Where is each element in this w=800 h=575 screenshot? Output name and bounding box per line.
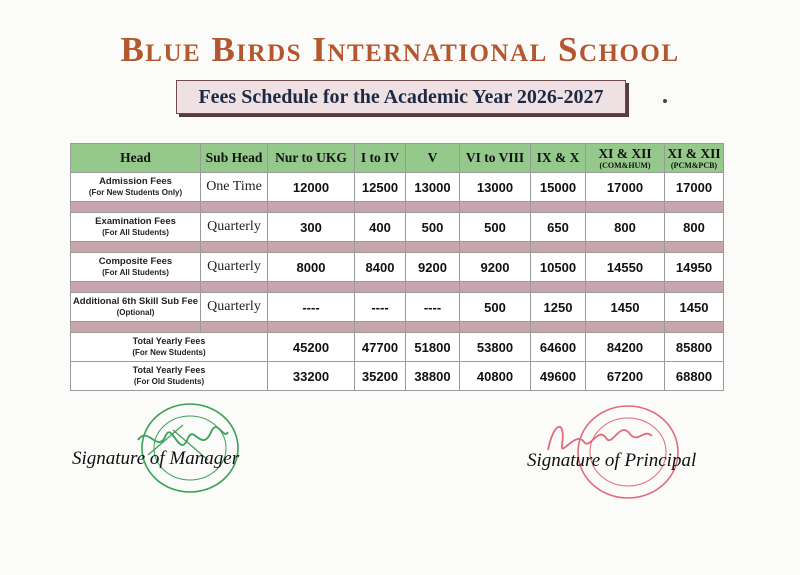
cell-value: ---- [406, 293, 460, 322]
table-row [71, 213, 724, 242]
cell-value: 400 [355, 213, 406, 242]
col-header-head: Head [71, 144, 201, 173]
total-row [71, 333, 724, 362]
ink-dot [663, 99, 667, 103]
cell-value: 13000 [406, 173, 460, 202]
row-note: (Optional) [116, 308, 155, 317]
cell-value: 800 [665, 213, 724, 242]
total-value: 38800 [406, 362, 460, 391]
cell-value: 14550 [586, 253, 665, 282]
row-note: (For All Students) [102, 228, 169, 237]
total-value: 85800 [665, 333, 724, 362]
row-head: Admission Fees [99, 176, 172, 187]
cell-value: 1450 [665, 293, 724, 322]
cell-value: 9200 [406, 253, 460, 282]
total-value: 68800 [665, 362, 724, 391]
cell-value: 9200 [460, 253, 531, 282]
schedule-title: Fees Schedule for the Academic Year 2026-2027 [176, 80, 626, 114]
row-subhead: One Time [201, 173, 268, 202]
col-header-xi-xii-pcm: XI & XII (PCM&PCB) [665, 144, 724, 173]
table-row [71, 253, 724, 282]
col-header-xi-xii-com: XI & XII (COM&HUM) [586, 144, 665, 173]
cell-value: ---- [355, 293, 406, 322]
col-header-ix-x: IX & X [531, 144, 586, 173]
col-header-nur-ukg: Nur to UKG [268, 144, 355, 173]
row-head: Composite Fees [98, 256, 173, 267]
row-subhead: Quarterly [201, 253, 268, 282]
cell-value: 8000 [268, 253, 355, 282]
cell-value: 500 [460, 213, 531, 242]
total-value: 47700 [355, 333, 406, 362]
total-value: 35200 [355, 362, 406, 391]
total-value: 67200 [586, 362, 665, 391]
table-row [71, 293, 724, 322]
total-value: 49600 [531, 362, 586, 391]
header-row [71, 144, 724, 173]
cell-value: 1250 [531, 293, 586, 322]
total-value: 33200 [268, 362, 355, 391]
row-subhead: Quarterly [201, 213, 268, 242]
cell-value: 12500 [355, 173, 406, 202]
row-subhead: Quarterly [201, 293, 268, 322]
cell-value: 14950 [665, 253, 724, 282]
cell-value: 13000 [460, 173, 531, 202]
row-note: (For New Students Only) [88, 188, 183, 197]
col-header-subhead: Sub Head [201, 144, 268, 173]
cell-value: 500 [406, 213, 460, 242]
separator-row [71, 202, 724, 213]
cell-value: 15000 [531, 173, 586, 202]
cell-value: ---- [268, 293, 355, 322]
total-value: 51800 [406, 333, 460, 362]
manager-signature-label: Signature of Manager [72, 448, 240, 469]
col-header-i-iv: I to IV [355, 144, 406, 173]
cell-value: 500 [460, 293, 531, 322]
cell-value: 10500 [531, 253, 586, 282]
cell-value: 8400 [355, 253, 406, 282]
total-value: 45200 [268, 333, 355, 362]
separator-row [71, 242, 724, 253]
cell-value: 300 [268, 213, 355, 242]
total-note: (For Old Students) [133, 377, 205, 386]
cell-value: 12000 [268, 173, 355, 202]
fees-table [70, 143, 724, 391]
col-header-v: V [406, 144, 460, 173]
row-note: (For All Students) [102, 268, 169, 277]
col-header-vi-viii: VI to VIII [460, 144, 531, 173]
cell-value: 1450 [586, 293, 665, 322]
cell-value: 17000 [586, 173, 665, 202]
table-row [71, 173, 724, 202]
total-label: Total Yearly Fees [132, 365, 206, 375]
cell-value: 17000 [665, 173, 724, 202]
principal-signature-label: Signature of Principal [527, 450, 697, 471]
total-label: Total Yearly Fees [132, 336, 206, 346]
separator-row [71, 322, 724, 333]
principal-scribble [548, 427, 652, 450]
separator-row [71, 282, 724, 293]
cell-value: 650 [531, 213, 586, 242]
total-row [71, 362, 724, 391]
total-value: 64600 [531, 333, 586, 362]
total-value: 40800 [460, 362, 531, 391]
manager-scribble [138, 427, 228, 445]
row-head: Additional 6th Skill Sub Fee [72, 296, 199, 307]
total-note: (For New Students) [132, 348, 206, 357]
cell-value: 800 [586, 213, 665, 242]
total-value: 53800 [460, 333, 531, 362]
row-head: Examination Fees [95, 216, 176, 227]
school-title: Blue Birds International School [120, 30, 680, 69]
total-value: 84200 [586, 333, 665, 362]
